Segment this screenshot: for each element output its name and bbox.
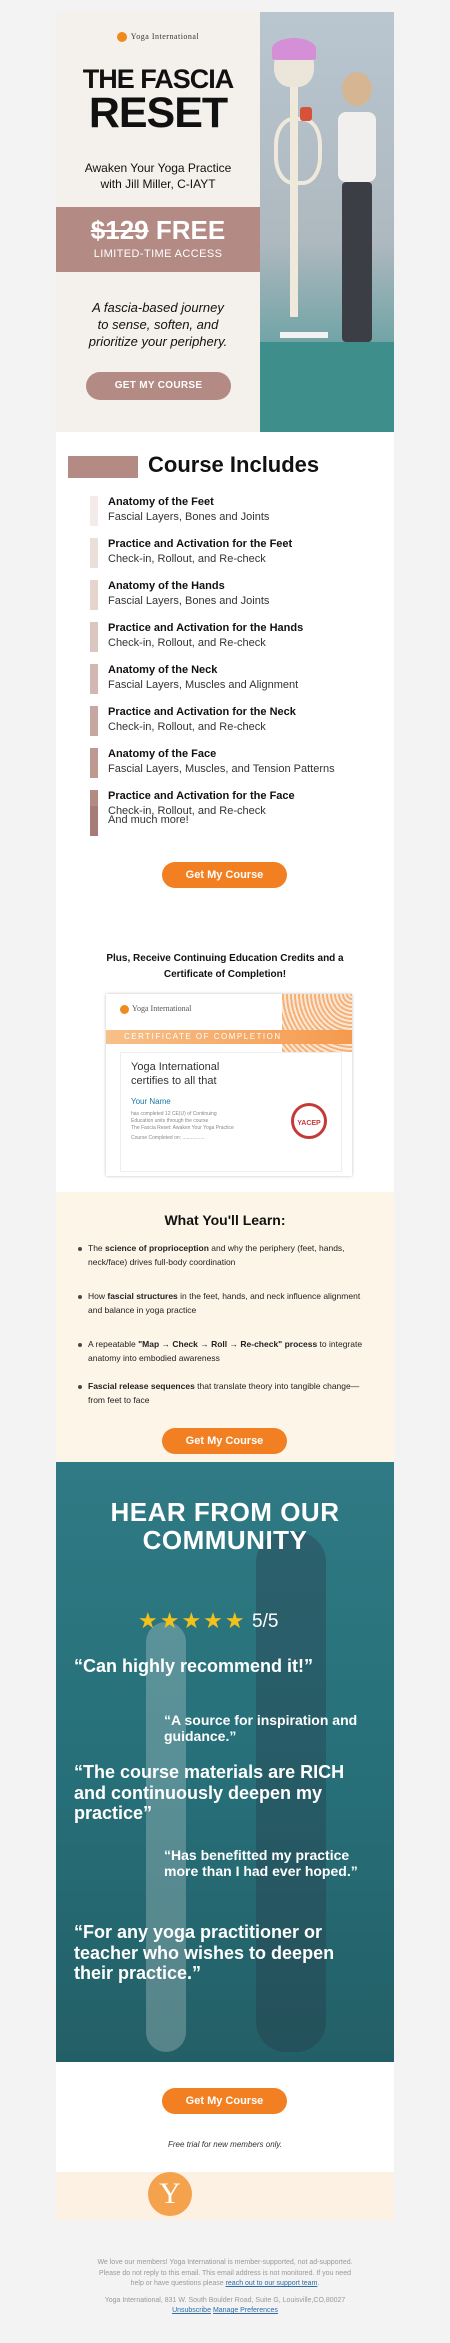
course-completed-line: Course Completed on: ................ — [131, 1135, 205, 1142]
get-my-course-button-hero[interactable]: GET MY COURSE — [86, 372, 231, 400]
hero-tagline — [56, 300, 260, 351]
price-band — [56, 207, 260, 272]
course-item-subtitle: Check-in, Rollout, and Re-check — [108, 637, 266, 649]
course-item-title: Anatomy of the Feet — [108, 496, 214, 508]
bullet-bold: "Map → Check → Roll → Re-check" process — [138, 1339, 318, 1349]
course-includes-section — [56, 432, 394, 917]
manage-preferences-link[interactable]: Manage Preferences — [212, 2307, 278, 2314]
testimonial-2: “A source for inspiration and guidance.” — [164, 1712, 358, 1745]
instructor-top — [338, 112, 376, 182]
yoga-international-logo-icon — [117, 32, 127, 42]
bullet-pre: A repeatable — [88, 1339, 139, 1349]
course-includes-header — [68, 450, 382, 480]
logo-band — [56, 2172, 394, 2220]
what-youll-learn-section — [56, 1192, 394, 1462]
skeleton-muscle-model — [300, 107, 312, 121]
limited-access-label: LIMITED-TIME ACCESS — [93, 248, 223, 260]
footer-period: . — [317, 2280, 320, 2287]
certificate-fine-print — [131, 1111, 271, 1142]
course-item-strip — [90, 748, 98, 778]
brand-header — [56, 32, 260, 42]
course-item-strip — [90, 664, 98, 694]
certificate-brand — [120, 1004, 191, 1014]
tagline-line-2: to sense, soften, and — [97, 316, 219, 332]
course-item-strip — [90, 580, 98, 610]
learn-bullet-text — [88, 1290, 372, 1317]
bottom-cta-section — [56, 2062, 394, 2172]
yacep-seal-icon: YACEP — [291, 1103, 327, 1139]
course-subtitle — [56, 160, 260, 192]
footer-address: Yoga International, 831 W. South Boulder Road, Suite G, Louisville,CO,80027 — [104, 2296, 346, 2304]
certificate-body — [120, 1052, 342, 1172]
bullet-dot-icon — [78, 1295, 82, 1299]
subtitle-line-1: Awaken Your Yoga Practice — [84, 161, 232, 175]
certifies-line-2: certifies to all that — [131, 1074, 217, 1087]
hero-text-panel — [56, 12, 260, 432]
support-team-link[interactable]: reach out to our support team — [225, 2280, 318, 2287]
free-label: FREE — [155, 215, 226, 245]
footer-line-1: We love our members! Yoga International is member-supported, not ad-supported. — [97, 2259, 353, 2266]
certifies-line-1: Yoga International — [131, 1061, 220, 1073]
course-item-title: Practice and Activation for the Neck — [108, 706, 296, 718]
course-item-strip — [90, 806, 98, 836]
bullet-dot-icon — [78, 1385, 82, 1389]
testimonial-4: “Has benefitted my practice more than I had ever hoped.” — [164, 1847, 358, 1880]
footer-line-2: Please do not reply to this email. This email address is not monitored. If you need — [98, 2269, 351, 2277]
unsubscribe-link[interactable]: Unsubscribe — [172, 2307, 211, 2314]
skeleton-stand — [280, 332, 328, 338]
learn-bullet-text — [88, 1338, 372, 1365]
get-my-course-button-2[interactable]: Get My Course — [162, 1428, 287, 1454]
bullet-bold: fascial structures — [107, 1291, 178, 1301]
price-line — [56, 215, 260, 246]
community-heading — [56, 1498, 394, 1554]
tagline-line-3: prioritize your periphery. — [88, 333, 228, 349]
heading-accent-bar — [68, 456, 138, 478]
course-item-subtitle: Check-in, Rollout, and Re-check — [108, 553, 266, 565]
course-item-title: Anatomy of the Face — [108, 748, 217, 760]
subtitle-line-2: with Jill Miller, C-IAYT — [100, 177, 216, 192]
title-line-2: RESET — [88, 88, 228, 137]
course-item-subtitle: Fascial Layers, Bones and Joints — [108, 511, 270, 523]
bullet-dot-icon — [78, 1247, 82, 1251]
community-heading-line-2: COMMUNITY — [142, 1525, 308, 1556]
bullet-post: to integrate anatomy into embodied awareness — [88, 1339, 363, 1363]
certificate-band: CERTIFICATE OF COMPLETION — [106, 1030, 352, 1044]
certificate-image — [106, 994, 352, 1176]
bullet-post: and why the periphery (feet, hands, neck/face) drives full-body coordination — [88, 1243, 345, 1267]
rating-score: 5/5 — [252, 1611, 279, 1632]
testimonial-5: “For any yoga practitioner or teacher who wishes to deepen their practice.” — [74, 1922, 335, 1984]
certificate-brand-name: Yoga International — [132, 1004, 192, 1013]
skeleton-brain — [272, 38, 316, 60]
course-title — [56, 64, 260, 137]
course-item-subtitle: Fascial Layers, Bones and Joints — [108, 595, 270, 607]
yoga-international-logo-icon: Y — [148, 2172, 192, 2216]
footer-help-text: help or have questions please — [130, 2280, 226, 2287]
tagline-line-1: A fascia-based journey — [92, 300, 224, 315]
yoga-international-logo-icon — [120, 1005, 129, 1014]
star-rating-icon: ★★★★★ — [138, 1608, 247, 1633]
course-item-strip — [90, 706, 98, 736]
certificate-section — [56, 917, 394, 1192]
instructor-pants — [342, 182, 372, 342]
fine-line-3: The Fascia Reset: Awaken Your Yoga Practice — [131, 1124, 234, 1131]
bullet-post: in the feet, hands, and neck influence alignment and balance in yoga practice — [88, 1291, 361, 1315]
hero-section — [56, 12, 394, 432]
course-item-subtitle: Fascial Layers, Muscles, and Tension Patterns — [108, 763, 335, 775]
title-line-1: THE FASCIA — [82, 64, 234, 94]
learn-bullet-text — [88, 1380, 372, 1407]
fine-line-2: Education units through the course — [131, 1117, 209, 1124]
ce-heading-line-1: Plus, Receive Continuing Education Credits and a — [106, 953, 344, 964]
course-item-title: Anatomy of the Hands — [108, 580, 225, 592]
course-item-title: Practice and Activation for the Hands — [108, 622, 304, 634]
bullet-bold: science of proprioception — [105, 1243, 209, 1253]
testimonial-1: “Can highly recommend it!” — [74, 1656, 314, 1676]
course-item-title: Practice and Activation for the Face — [108, 790, 295, 802]
course-includes-heading: Course Includes — [148, 452, 320, 477]
studio-floor — [260, 342, 394, 432]
course-item-title: Practice and Activation for the Feet — [108, 538, 293, 550]
course-item-strip — [90, 622, 98, 652]
community-section — [56, 1462, 394, 2062]
course-item-subtitle: Check-in, Rollout, and Re-check — [108, 805, 266, 817]
bullet-pre: The — [88, 1243, 106, 1253]
get-my-course-button-1[interactable]: Get My Course — [162, 862, 287, 888]
instructor-head — [342, 72, 372, 106]
bullet-post: that translate theory into tangible change—from feet to face — [88, 1381, 360, 1405]
footer-line-3 — [56, 2279, 394, 2290]
learn-bullet-text — [88, 1242, 372, 1269]
bullet-pre: How — [88, 1291, 108, 1301]
footer-links — [56, 2306, 394, 2317]
ce-heading-line-2: Certificate of Completion! — [163, 968, 287, 980]
course-item-strip — [90, 538, 98, 568]
course-item-strip — [90, 496, 98, 526]
get-my-course-button-3[interactable]: Get My Course — [162, 2088, 287, 2114]
old-price: $129 — [90, 215, 149, 245]
brand-name: Yoga International — [130, 32, 200, 41]
free-trial-note: Free trial for new members only. — [167, 2140, 283, 2149]
hero-photo-skeleton-instructor — [260, 12, 394, 432]
certificate-recipient-name: Your Name — [131, 1097, 171, 1106]
certifies-text — [131, 1061, 219, 1089]
course-item-title: Anatomy of the Neck — [108, 664, 218, 676]
ce-credits-heading — [76, 951, 374, 982]
and-much-more-text: And much more! — [108, 814, 189, 826]
bullet-dot-icon — [78, 1343, 82, 1347]
skeleton-ribs — [274, 117, 322, 185]
course-item-subtitle: Check-in, Rollout, and Re-check — [108, 721, 266, 733]
testimonial-3: “The course materials are RICH and continuously deepen my practice” — [74, 1762, 345, 1824]
course-item-subtitle: Fascial Layers, Muscles and Alignment — [108, 679, 299, 691]
fine-line-1: has completed 12 CE(U) of Continuing — [131, 1111, 217, 1117]
community-heading-line-1: HEAR FROM OUR — [110, 1497, 340, 1527]
background-skeleton — [146, 1622, 186, 2052]
email-footer — [56, 2258, 394, 2317]
learn-heading: What You'll Learn: — [164, 1212, 286, 1228]
bullet-bold: Fascial release sequences — [88, 1381, 195, 1391]
